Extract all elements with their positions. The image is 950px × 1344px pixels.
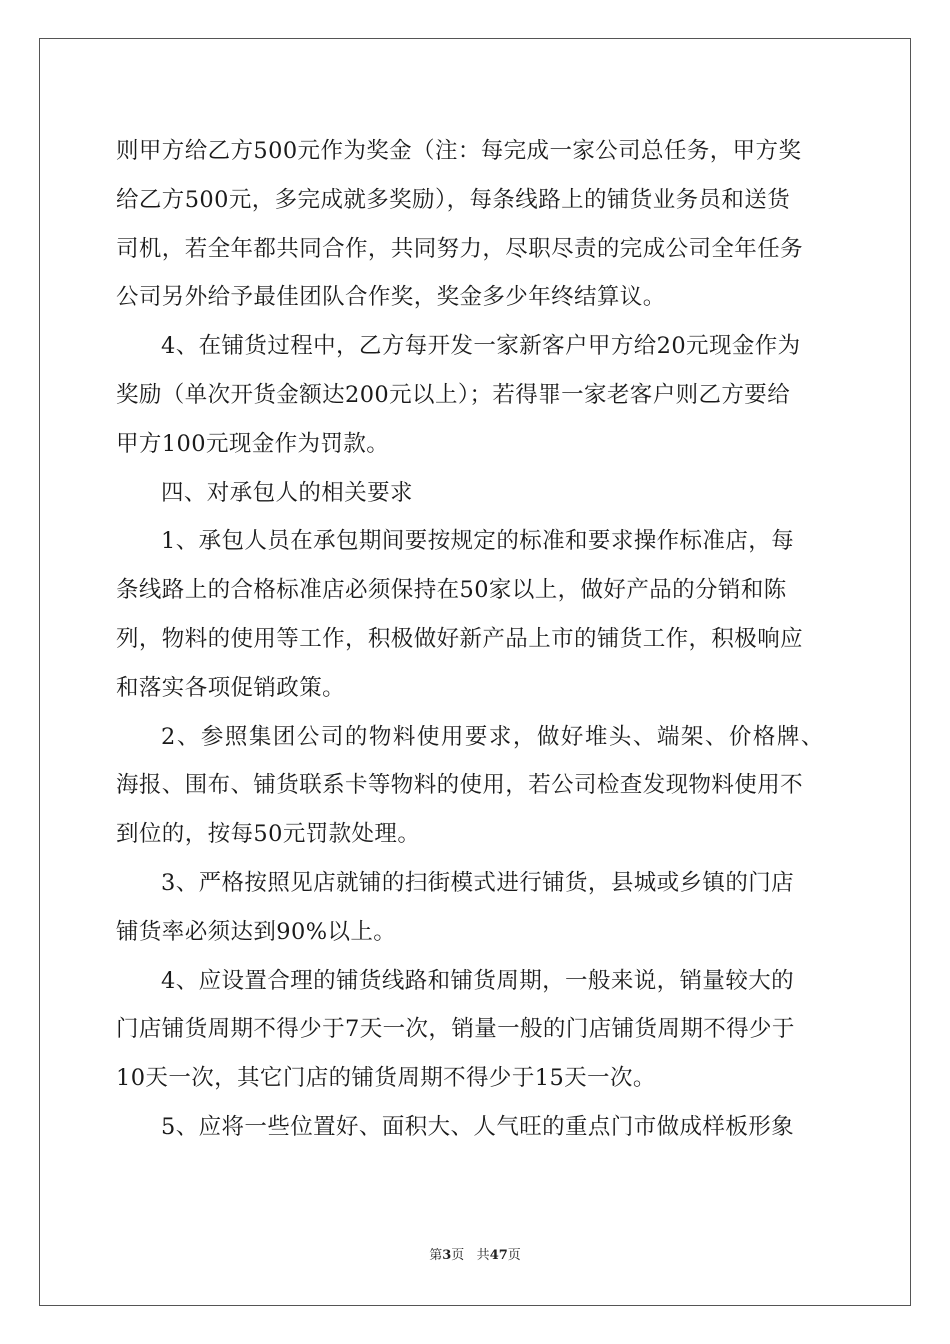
- text-line: 列，物料的使用等工作，积极做好新产品上市的铺货工作，积极响应: [116, 625, 804, 652]
- text-line: 甲方100元现金作为罚款。: [116, 430, 390, 457]
- footer-prefix: 第: [429, 1248, 443, 1263]
- section-heading: 四、对承包人的相关要求: [161, 479, 413, 506]
- text-line: 则甲方给乙方500元作为奖金（注：每完成一家公司总任务，甲方奖: [116, 138, 802, 164]
- paragraph-first-line: 4、应设置合理的铺货线路和铺货周期，一般来说，销量较大的: [161, 967, 795, 994]
- text-line: 铺货率必须达到90%以上。: [116, 918, 397, 945]
- text-line: 门店铺货周期不得少于7天一次，销量一般的门店铺货周期不得少于: [116, 1016, 795, 1043]
- text-line: 和落实各项促销政策。: [116, 674, 346, 701]
- text-line: 海报、围布、铺货联系卡等物料的使用，若公司检查发现物料使用不: [116, 772, 804, 799]
- text-line: 条线路上的合格标准店必须保持在50家以上，做好产品的分销和陈: [116, 577, 787, 604]
- text-line: 10天一次，其它门店的铺货周期不得少于15天一次。: [116, 1065, 656, 1092]
- text-line: 公司另外给予最佳团队合作奖，奖金多少年终结算议。: [116, 284, 666, 311]
- paragraph-first-line: 3、严格按照见店就铺的扫街模式进行铺货，县城或乡镇的门店: [161, 869, 795, 896]
- text-line: 奖励（单次开货金额达200元以上）；若得罪一家老客户则乙方要给: [116, 381, 791, 408]
- document-body: [116, 127, 836, 1152]
- footer-page-word: 页: [451, 1248, 465, 1263]
- text-line: 到位的，按每50元罚款处理。: [116, 821, 421, 848]
- total-page-count: 47: [489, 1248, 508, 1263]
- current-page-number: 3: [442, 1248, 452, 1263]
- paragraph-first-line: 4、在铺货过程中，乙方每开发一家新客户甲方给20元现金作为: [161, 333, 801, 360]
- text-line: 给乙方500元，多完成就多奖励），每条线路上的铺货业务员和送货: [116, 186, 791, 213]
- text-line: 司机，若全年都共同合作，共同努力，尽职尽责的完成公司全年任务: [116, 235, 804, 262]
- footer-total-prefix: 共: [476, 1248, 490, 1263]
- page-footer: [0, 1244, 950, 1263]
- paragraph-first-line: 1、承包人员在承包期间要按规定的标准和要求操作标准店，每: [161, 528, 795, 555]
- footer-total-suffix: 页: [507, 1248, 521, 1263]
- paragraph-first-line: 5、应将一些位置好、面积大、人气旺的重点门市做成样板形象: [161, 1113, 795, 1140]
- paragraph-first-line: 2、参照集团公司的物料使用要求，做好堆头、端架、价格牌、: [161, 723, 825, 750]
